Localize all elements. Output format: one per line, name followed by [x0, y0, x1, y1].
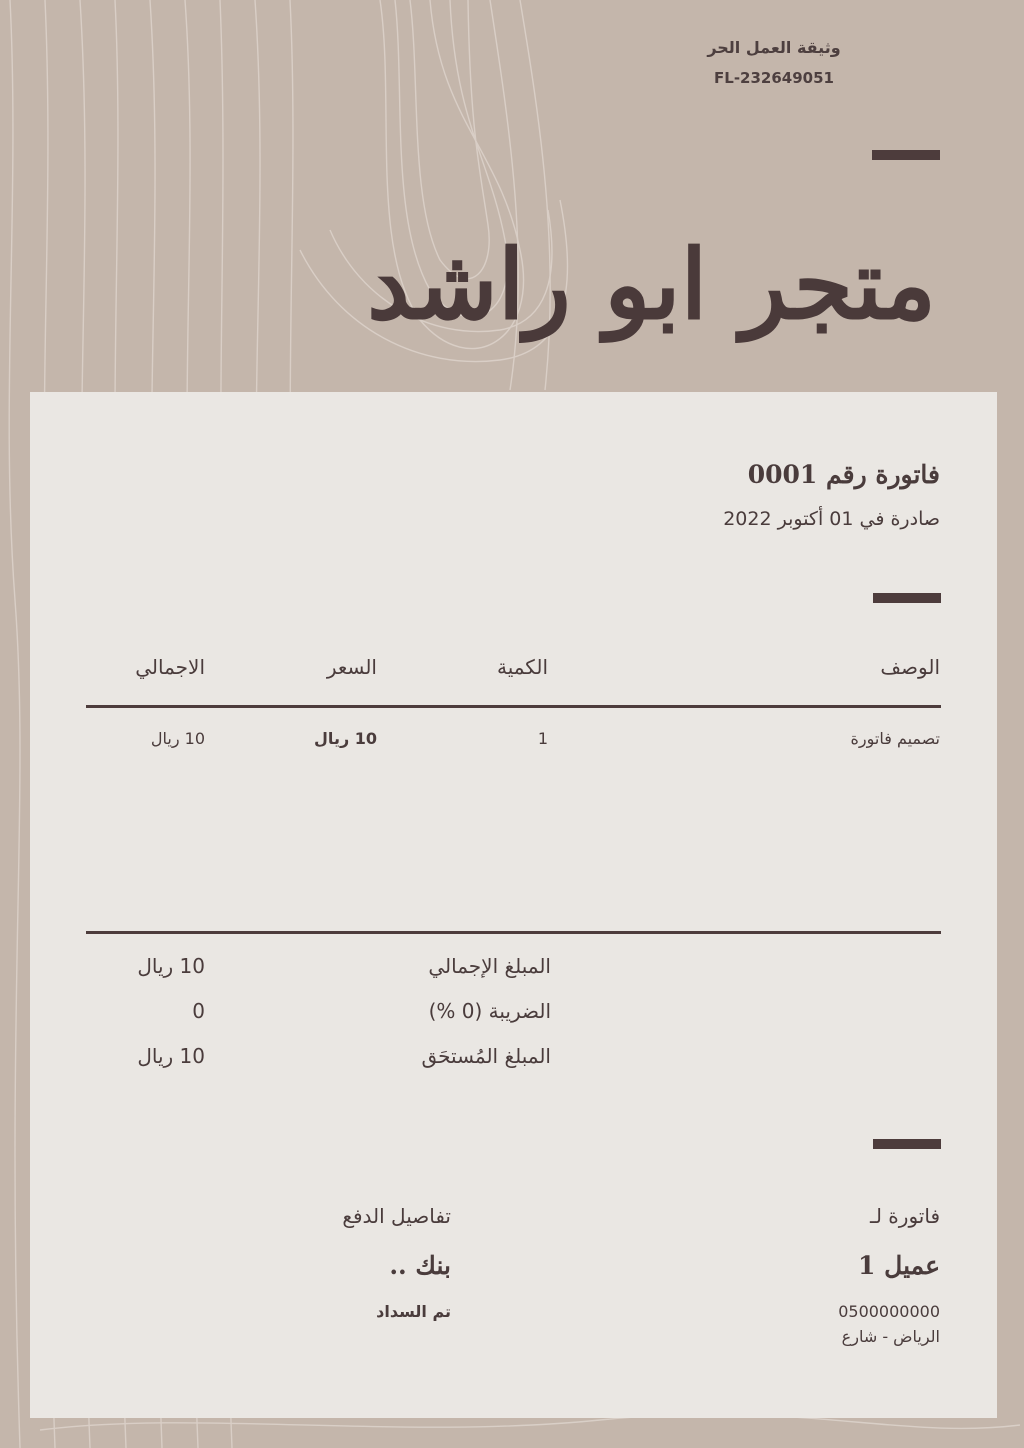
- table-header-divider: [86, 705, 941, 708]
- bill-to-label: فاتورة لـ: [870, 1204, 940, 1228]
- store-name: متجر ابو راشد: [366, 228, 936, 341]
- document-id: FL-232649051: [714, 69, 834, 87]
- col-header-quantity: الكمية: [496, 655, 548, 679]
- row-price: 10 ريال: [314, 729, 377, 748]
- document-label: وثيقة العمل الحر: [707, 38, 841, 57]
- payment-details-label: تفاصيل الدفع: [342, 1204, 451, 1228]
- tax-label: الضريبة (0 %): [428, 999, 551, 1023]
- row-description: تصميم فاتورة: [850, 729, 940, 748]
- row-quantity: 1: [537, 729, 548, 748]
- accent-bar: [873, 1139, 941, 1149]
- document-header: [624, 38, 924, 87]
- accent-bar: [872, 150, 940, 160]
- client-phone: 0500000000: [838, 1302, 940, 1321]
- amount-due-label: المبلغ المُستحَق: [421, 1044, 551, 1068]
- subtotal-label: المبلغ الإجمالي: [428, 954, 551, 978]
- invoice-date: صادرة في 01 أكتوبر 2022: [723, 508, 940, 530]
- tax-value: 0: [192, 999, 205, 1023]
- col-header-description: الوصف: [880, 655, 940, 679]
- client-address: الرياض - شارع: [841, 1327, 940, 1346]
- invoice-card: [30, 392, 997, 1418]
- payment-status: تم السداد: [376, 1302, 451, 1321]
- invoice-title: فاتورة رقم 0001: [747, 460, 940, 489]
- client-name: عميل 1: [858, 1251, 940, 1280]
- payment-bank: بنك ..: [389, 1251, 451, 1280]
- totals-divider: [86, 931, 941, 934]
- col-header-price: السعر: [326, 655, 377, 679]
- subtotal-value: 10 ريال: [137, 954, 205, 978]
- row-total: 10 ريال: [150, 729, 205, 748]
- col-header-total: الاجمالي: [135, 655, 205, 679]
- accent-bar: [873, 593, 941, 603]
- amount-due-value: 10 ريال: [137, 1044, 205, 1068]
